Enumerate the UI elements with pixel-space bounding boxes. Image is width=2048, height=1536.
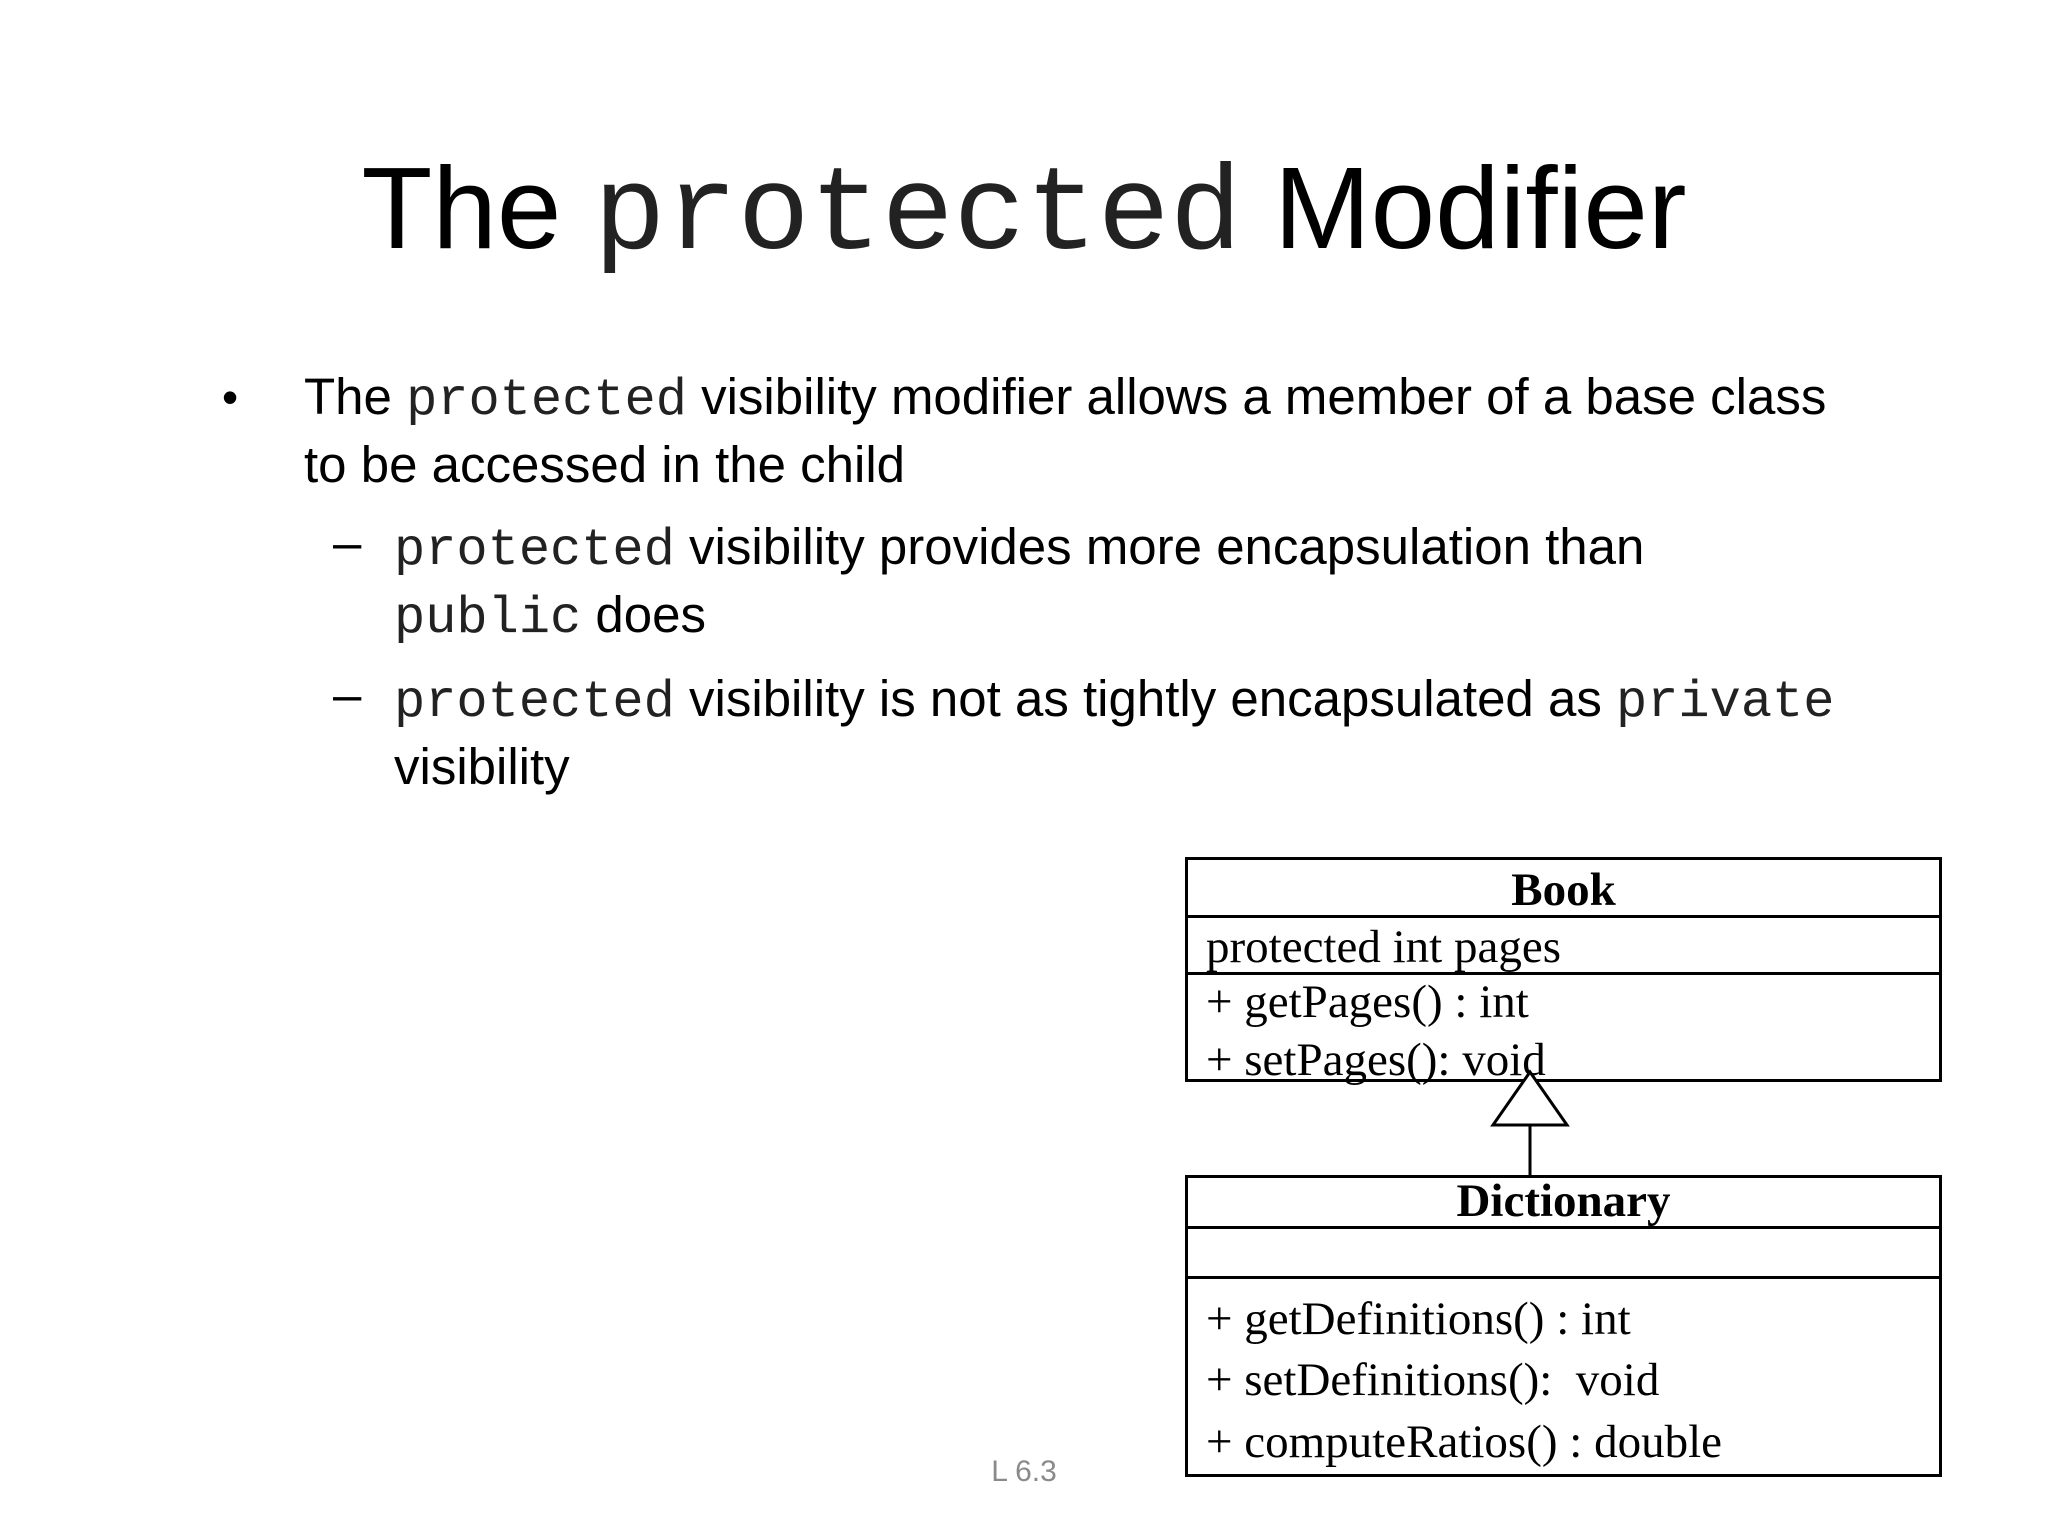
title-word-the: The: [361, 143, 562, 273]
sub-bullet-2-line1-text: visibility is not as tightly encapsulated as: [689, 670, 1602, 727]
bullet-main-line1-text: visibility modifier allows a member of a base class: [701, 368, 1827, 425]
inheritance-triangle-icon: [1493, 1072, 1567, 1125]
title-word-modifier: Modifier: [1273, 143, 1687, 273]
dash-icon: –: [333, 514, 362, 571]
sub-bullet-1-code-public: public: [394, 589, 582, 648]
sub-bullet-2-code-private: private: [1616, 673, 1835, 732]
uml-attribute-pages: protected int pages: [1206, 921, 1561, 973]
uml-method-setpages: + setPages(): void: [1206, 1034, 1546, 1086]
dash-icon: –: [333, 666, 362, 723]
sub-bullet-2-code: protected: [394, 673, 675, 732]
title-code-protected: protected: [593, 149, 1242, 285]
bullet-main-code: protected: [406, 371, 687, 430]
uml-class-dictionary: [1185, 1175, 1942, 1477]
bullet-main-line2-text: to be accessed in the child: [304, 436, 906, 493]
slide-number: L 6.3: [991, 1455, 1057, 1488]
uml-divider: [1188, 1226, 1939, 1229]
uml-method-getpages: + getPages() : int: [1206, 976, 1529, 1028]
uml-method-setdefinitions: + setDefinitions(): void: [1206, 1354, 1660, 1406]
sub-bullet-1-line2-text: does: [595, 586, 706, 643]
uml-method-getdefinitions: + getDefinitions() : int: [1206, 1293, 1631, 1345]
sub-bullet-1-line1-text: visibility provides more encapsulation than: [689, 518, 1645, 575]
sub-bullet-1-code: protected: [394, 521, 675, 580]
uml-method-computeratios: + computeRatios() : double: [1206, 1416, 1722, 1468]
sub-bullet-2-line2-text: visibility: [394, 738, 570, 795]
bullet-main-prefix: The: [304, 368, 392, 425]
uml-class-name-book: Book: [1511, 864, 1616, 916]
uml-class-name-dictionary: Dictionary: [1456, 1175, 1671, 1227]
bullet-dot-icon: •: [222, 371, 239, 423]
uml-divider: [1188, 1276, 1939, 1279]
